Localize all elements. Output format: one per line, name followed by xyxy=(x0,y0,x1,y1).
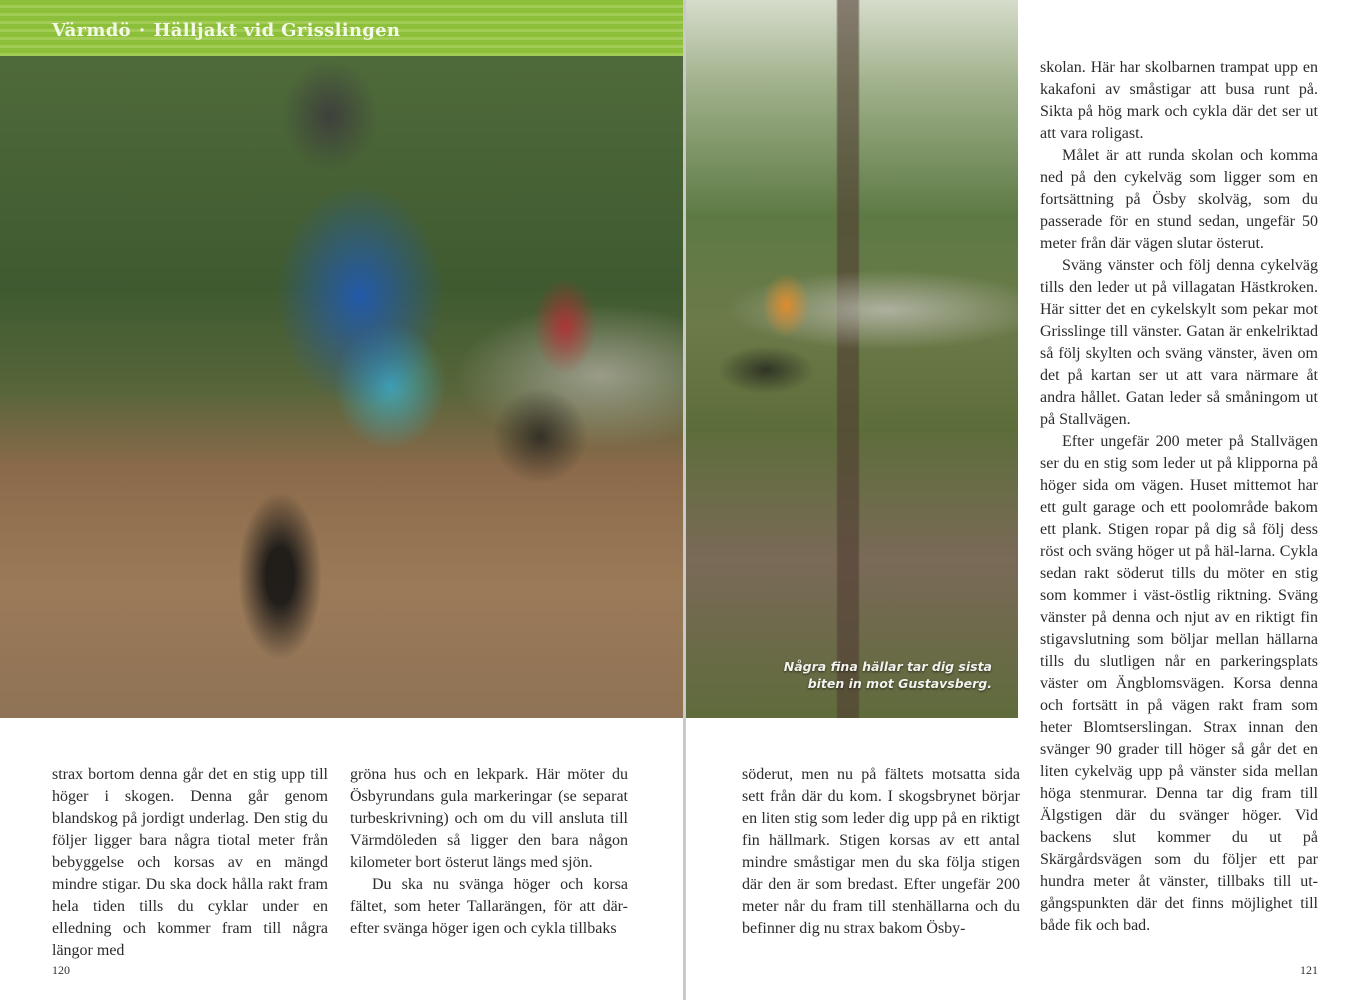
paragraph: Målet är att runda skolan och komma ned på den cykelväg som ligger som en fortsättning på Ösby skolväg, som du passerade för en stund sedan, ungefär 50 meter från där vägen slutar österut. xyxy=(1040,147,1318,252)
caption-line-1: Några fina hällar tar dig sista xyxy=(783,659,992,674)
right-text-column-2 xyxy=(1040,57,1318,937)
caption-line-2: biten in mot Gustavsberg. xyxy=(807,676,992,691)
paragraph: strax bortom denna går det en stig upp till höger i skogen. Denna går genom blandskog på jordigt underlag. Den stig du följer ligger bara några tiotal meter från bebyggelse och korsas av en mängd mindre stigar. Du ska dock hålla rakt fram hela tiden tills du cyklar under en elledning och kommer fram till några längor med xyxy=(52,766,328,959)
header-region: Värmdö xyxy=(52,20,131,41)
paragraph: gröna hus och en lekpark. Här möter du Ösbyrundans gula markeringar (se separat turbeskrivning) och om du vill ansluta till Värmdöleden så ligger den bara någon kilometer bort österut längs med sjön. xyxy=(350,766,628,871)
photo-cyclist-rocks xyxy=(686,0,1018,718)
paragraph: Sväng vänster och följ denna cykelväg tills den leder ut på villagatan Hästkroken. Här sitter det en cykelskylt som pekar mot Grisslinge till vänster. Gatan är enkelriktad så följ skylten och sväng vänster, även om det på kartan ser ut att vara närmare åt andra hållet. Gatan leder så småningom ut på Stallvägen. xyxy=(1040,257,1318,428)
header-separator: · xyxy=(138,20,146,41)
photo-caption xyxy=(784,658,992,692)
paragraph: söderut, men nu på fältets motsatta sida sett från där du kom. I skogsbrynet börjar en liten stig som leder dig upp på en riktigt fin hällmark. Stigen korsas av ett antal mindre småstigar men du ska följa stigen där den är som bredast. Efter ungefär 200 meter når du fram till stenhällarna och du befinner dig nu strax bakom Ösby- xyxy=(742,766,1020,937)
paragraph: Du ska nu svänga höger och korsa fältet, som heter Tallarängen, för att där-efter svänga höger igen och cykla tillbaks xyxy=(350,876,628,937)
paragraph: skolan. Här har skolbarnen trampat upp en kakafoni av småstigar att busa runt på. Sikta på hög mark och cykla där det ser ut att vara roligast. xyxy=(1040,59,1318,142)
header-route-title: Hälljakt vid Grisslingen xyxy=(153,20,401,41)
page-number-right: 121 xyxy=(1300,963,1318,977)
right-text-column-1 xyxy=(742,764,1020,940)
paragraph: Efter ungefär 200 meter på Stallvägen ser du en stig som leder ut på klipporna på höger sida om vägen. Huset mittemot har ett gult garage och ett poolområde bakom ett plank. Stigen ropar på dig så följ dess röst och sväng höger ut på häl-larna. Cykla sedan rakt söderut tills du möter en stig som kommer i väst-östlig riktning. Sväng vänster på denna och njut av en riktigt fin stigavslutning som böljar mellan hällarna tills du slutligen når en parkeringsplats väster om Ängblomsvägen. Korsa denna och fortsätt in på vägen rakt fram som heter Blomtserslingan. Strax innan den svänger 90 grader till höger så går det en liten cykelväg upp på vänster sida mellan höga stenmurar. Denna tar dig fram till Älgstigen där du svänger höger. Vid backens slut kommer du ut på Skärgårdsvägen som du följer ett par hundra meter åt vänster, tillbaks till ut-gångspunkten där det finns möjlighet till både fik och bad. xyxy=(1040,433,1318,934)
page-number-left: 120 xyxy=(52,963,70,977)
